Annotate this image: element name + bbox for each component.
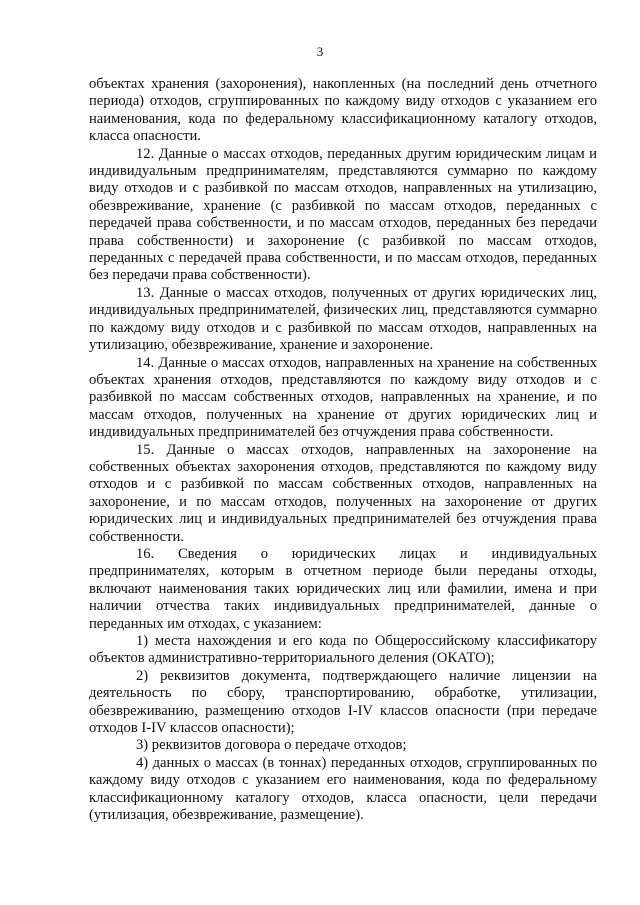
list-item-3: 3) реквизитов договора о передаче отходов; <box>136 737 407 754</box>
paragraph-15: 15. Данные о массах отходов, направленных на захоронение на собственных объектах захоронения отходов, представляются по каждому виду отходов и с разбивкой по массам собственных отходов, направленных на захоронение, и по массам отходов, полученных на захоронение от других юридических лиц и индивидуальных предпринимателей без отчуждения права собственности. <box>89 441 597 545</box>
paragraph-14: 14. Данные о массах отходов, направленных на хранение на собственных объектах хранения отходов, представляются по каждому виду отходов и с разбивкой по массам собственных отходов, направленных на хранение, и по массам отходов, полученных на хранение от других юридических лиц и индивидуальных предпринимателей без отчуждения права собственности. <box>89 354 597 441</box>
document-body <box>89 76 597 824</box>
paragraph-12: 12. Данные о массах отходов, переданных другим юридическим лицам и индивидуальным предпринимателям, представляются суммарно по каждому виду отходов и с разбивкой по массам отходов, направленных на утилизацию, обезвреживание, хранение (с разбивкой по массам отходов, переданных с передачей права собственности, и по массам отходов, переданных без передачи права собственности) и захоронение (с разбивкой по массам отходов, переданных с передачей права собственности, и по массам отходов, переданных без передачи права собственности). <box>89 145 597 284</box>
list-item-2: 2) реквизитов документа, подтверждающего наличие лицензии на деятельность по сбору, транспортированию, обработке, утилизации, обезвреживанию, размещению отходов I-IV классов опасности (при передаче отходов I-IV классов опасности); <box>89 667 597 737</box>
page-number: 3 <box>316 44 324 59</box>
paragraph-13: 13. Данные о массах отходов, полученных от других юридических лиц, индивидуальных предпринимателей, физических лиц, представляются суммарно по каждому виду отходов и с разбивкой по массам отходов, направленных на утилизацию, обезвреживание, хранение и захоронение. <box>89 284 597 354</box>
paragraph-continuation: объектах хранения (захоронения), накопленных (на последний день отчетного периода) отходов, сгруппированных по каждому виду отходов с указанием его наименования, кода по федеральному классификационному каталогу отходов, класса опасности. <box>89 76 597 145</box>
list-item-4: 4) данных о массах (в тоннах) переданных отходов, сгруппированных по каждому виду отходов с указанием его наименования, кода по федеральному классификационному каталогу отходов, класса опасности, цели передачи (утилизация, обезвреживание, размещение). <box>89 754 597 824</box>
paragraph-16: 16. Сведения о юридических лицах и индивидуальных предпринимателях, которым в отчетном периоде были переданы отходы, включают наименования таких юридических лиц или фамилии, имена и при наличии отчества таких индивидуальных предпринимателей, данные о переданных им отходах, с указанием: <box>89 545 597 632</box>
list-item-1: 1) места нахождения и его кода по Общероссийскому классификатору объектов административно-территориального деления (ОКАТО); <box>89 633 597 667</box>
